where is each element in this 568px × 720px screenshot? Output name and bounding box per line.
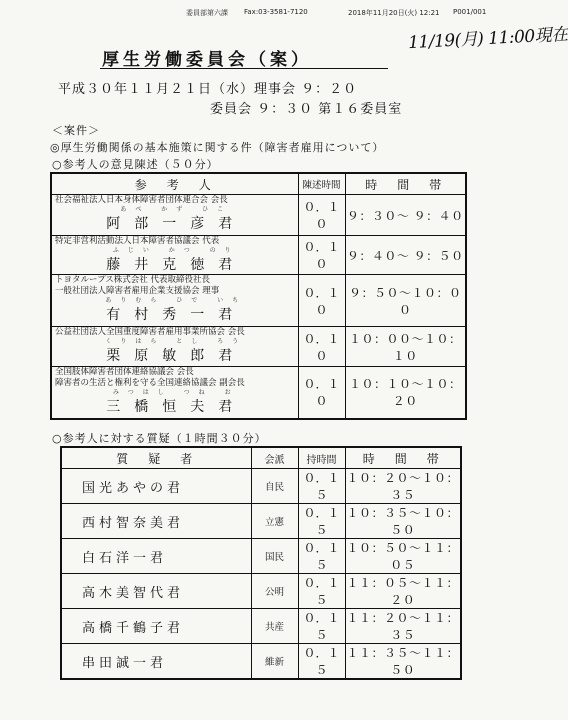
table-row xyxy=(61,539,461,574)
witness-ruby: ありむら ひで いち xyxy=(105,297,248,304)
witness-org: トヨタループス株式会社 代表取締役社長 xyxy=(55,275,210,285)
questioner-name: 高木美智代君 xyxy=(61,574,251,609)
witness-cell xyxy=(51,195,298,236)
table-row xyxy=(51,236,466,275)
table-row xyxy=(51,275,466,327)
witness-cell xyxy=(51,236,298,275)
duration-cell: ０．１０ xyxy=(298,327,345,367)
timeslot-cell: １１：０５〜１１：２０ xyxy=(345,574,461,609)
questioning-header-row xyxy=(61,447,461,469)
table-row xyxy=(61,574,461,609)
duration-cell: ０．１５ xyxy=(298,574,345,609)
witness-name: 有村秀一君 xyxy=(106,307,247,323)
witness-ruby: くりはら とし ろう xyxy=(105,338,248,345)
agenda-label: ＜案件＞ xyxy=(52,124,100,137)
title-underline xyxy=(100,68,388,69)
witness-cell xyxy=(51,327,298,367)
duration-cell: ０．１５ xyxy=(298,644,345,680)
witness-name: 藤井克徳君 xyxy=(106,257,247,273)
witness-org: 社会福祉法人日本身体障害者団体連合会 会長 xyxy=(55,195,228,205)
table-row xyxy=(61,609,461,644)
questioning-table xyxy=(60,446,462,680)
table-row xyxy=(51,367,466,419)
questioner-name: 西村智奈美君 xyxy=(61,504,251,539)
witness-org: 特定非営利活動法人日本障害者協議会 代表 xyxy=(55,236,220,246)
testimony-header-row xyxy=(51,173,466,195)
questioner-name: 高橋千鶴子君 xyxy=(61,609,251,644)
duration-cell: ０．１５ xyxy=(298,469,345,504)
witness-cell xyxy=(51,275,298,327)
duration-cell: ０．１０ xyxy=(298,275,345,327)
col-header-party: 会派 xyxy=(251,447,298,469)
table-row xyxy=(61,644,461,680)
table-row xyxy=(61,469,461,504)
section2-heading: ○参考人に対する質疑（１時間３０分） xyxy=(52,432,267,445)
duration-cell: ０．１５ xyxy=(298,609,345,644)
agenda-item: ◎厚生労働関係の基本施策に関する件（障害者雇用について） xyxy=(50,141,385,154)
section1-heading: ○参考人の意見陳述（５０分） xyxy=(52,158,219,171)
questioner-name: 白石洋一君 xyxy=(61,539,251,574)
witness-name: 栗原敏郎君 xyxy=(106,348,247,364)
table-row xyxy=(51,327,466,367)
fax-datetime: 2018年11月20日(火) 12:21 xyxy=(348,9,440,17)
table-row xyxy=(61,504,461,539)
col-header-duration: 陳述時間 xyxy=(298,173,345,195)
timeslot-cell: ９：３０〜 ９：４０ xyxy=(345,195,466,236)
timeslot-cell: １０：５０〜１１：０５ xyxy=(345,539,461,574)
party-cell: 共産 xyxy=(251,609,298,644)
party-cell: 公明 xyxy=(251,574,298,609)
questioner-name: 国光あやの君 xyxy=(61,469,251,504)
col-header-questioner: 質 疑 者 xyxy=(61,447,251,469)
col-header-allotted: 持時間 xyxy=(298,447,345,469)
witness-ruby: あべ かず ひこ xyxy=(120,206,233,213)
party-cell: 自民 xyxy=(251,469,298,504)
col-header-witness: 参 考 人 xyxy=(51,173,298,195)
schedule-line-2: 委員会 ９：３０ 第１６委員室 xyxy=(210,102,403,117)
witness-org: 全国肢体障害者団体連絡協議会 会長 xyxy=(55,367,194,377)
timeslot-cell: １０：００〜１０：１０ xyxy=(345,327,466,367)
timeslot-cell: １０：２０〜１０：３５ xyxy=(345,469,461,504)
witness-org: 障害者の生活と権利を守る全国連絡協議会 副会長 xyxy=(55,378,245,388)
fax-page: P001/001 xyxy=(453,8,487,16)
col-header-timeslot: 時 間 帯 xyxy=(345,173,466,195)
party-cell: 国民 xyxy=(251,539,298,574)
timeslot-cell: １１：３５〜１１：５０ xyxy=(345,644,461,680)
duration-cell: ０．１０ xyxy=(298,367,345,419)
schedule-line-1: 平成３０年１１月２１日（水）理事会 ９：２０ xyxy=(58,82,358,97)
timeslot-cell: １１：２０〜１１：３５ xyxy=(345,609,461,644)
witness-cell xyxy=(51,367,298,419)
timeslot-cell: １０：３５〜１０：５０ xyxy=(345,504,461,539)
questioner-name: 串田誠一君 xyxy=(61,644,251,680)
duration-cell: ０．１５ xyxy=(298,539,345,574)
witness-org: 公益社団法人全国重度障害者雇用事業所協会 会長 xyxy=(55,327,245,337)
duration-cell: ０．１０ xyxy=(298,195,345,236)
fax-number: Fax:03-3581-7120 xyxy=(244,8,308,16)
timeslot-cell: ９：５０〜１０：００ xyxy=(345,275,466,327)
fax-section: 委員部第六課 xyxy=(186,9,228,17)
testimony-table xyxy=(50,172,467,420)
witness-ruby: みつはし つね お xyxy=(112,389,240,396)
col-header-timeslot: 時 間 帯 xyxy=(345,447,461,469)
duration-cell: ０．１０ xyxy=(298,236,345,275)
party-cell: 維新 xyxy=(251,644,298,680)
party-cell: 立憲 xyxy=(251,504,298,539)
handwritten-note: 11/19(月) 11:00現在 xyxy=(407,24,568,54)
duration-cell: ０．１５ xyxy=(298,504,345,539)
witness-name: 阿部一彦君 xyxy=(106,216,247,232)
witness-org: 一般社団法人障害者雇用企業支援協会 理事 xyxy=(55,286,220,296)
table-row xyxy=(51,195,466,236)
timeslot-cell: ９：４０〜 ９：５０ xyxy=(345,236,466,275)
witness-name: 三橋恒夫君 xyxy=(106,399,247,415)
page-title: 厚生労働委員会（案） xyxy=(102,50,312,70)
timeslot-cell: １０：１０〜１０：２０ xyxy=(345,367,466,419)
witness-ruby: ふじい かつ のり xyxy=(112,247,240,254)
